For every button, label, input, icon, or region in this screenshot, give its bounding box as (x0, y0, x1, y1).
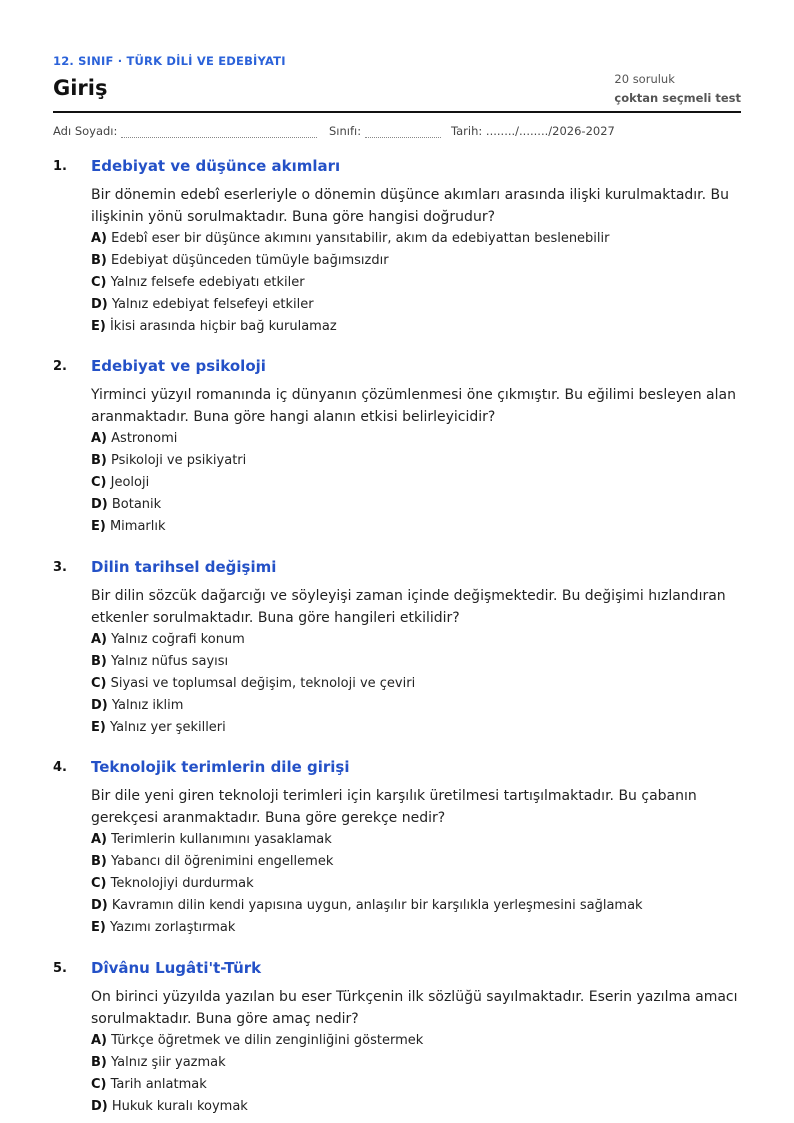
option-b[interactable] (91, 1052, 423, 1074)
option-text: Yalnız şiir yazmak (111, 1055, 226, 1070)
option-text: Teknolojiyi durdurmak (110, 876, 254, 891)
option-text: Yalnız felsefe edebiyatı etkiler (110, 275, 305, 290)
options-list (91, 428, 246, 538)
option-text: Tarih anlatmak (110, 1077, 207, 1092)
question-text: Bir dile yeni giren teknoloji terimleri için karşılık üretilmesi tartışılmaktadır. Bu çabanın gerekçesi aranmaktadır. Buna göre gerekçe nedir? (91, 788, 697, 826)
name-blank (121, 127, 317, 138)
option-text: Astronomi (111, 431, 178, 446)
option-text: Yazımı zorlaştırmak (109, 920, 236, 935)
option-a[interactable] (91, 829, 643, 851)
date-label: Tarih: ......../......../2026-2027 (451, 124, 615, 138)
question-number: 3. (53, 560, 67, 575)
question-number: 5. (53, 961, 67, 976)
option-text: Yalnız nüfus sayısı (111, 654, 229, 669)
option-text: Türkçe öğretmek ve dilin zenginliğini göstermek (111, 1033, 424, 1048)
header-divider (53, 111, 741, 113)
option-text: İkisi arasında hiçbir bağ kurulamaz (109, 319, 337, 334)
option-text: Edebî eser bir düşünce akımını yansıtabilir, akım da edebiyattan beslenebilir (111, 231, 610, 246)
option-letter: C) (91, 475, 107, 490)
question-title: Teknolojik terimlerin dile girişi (91, 758, 350, 776)
option-text: Edebiyat düşünceden tümüyle bağımsızdır (111, 253, 389, 268)
option-letter: D) (91, 497, 108, 512)
option-letter: B) (91, 253, 107, 268)
option-text: Yalnız coğrafi konum (111, 632, 245, 647)
option-letter: E) (91, 720, 106, 735)
option-letter: A) (91, 231, 108, 246)
option-d[interactable] (91, 494, 246, 516)
option-text: Kavramın dilin kendi yapısına uygun, anlaşılır bir karşılıkla yerleşmesini sağlamak (111, 898, 643, 913)
option-a[interactable] (91, 1030, 423, 1052)
option-letter: E) (91, 319, 106, 334)
option-letter: B) (91, 1055, 107, 1070)
test-type: çoktan seçmeli test (614, 91, 741, 105)
option-letter: C) (91, 1077, 107, 1092)
question-title: Edebiyat ve psikoloji (91, 357, 266, 375)
question-title: Dîvânu Lugâti't-Türk (91, 959, 262, 977)
option-c[interactable] (91, 272, 610, 294)
option-letter: D) (91, 898, 108, 913)
option-text: Hukuk kuralı koymak (111, 1099, 248, 1114)
option-text: Yalnız edebiyat felsefeyi etkiler (111, 297, 314, 312)
option-e[interactable] (91, 717, 415, 739)
option-c[interactable] (91, 1074, 423, 1096)
option-d[interactable] (91, 1096, 423, 1118)
class-label: Sınıfı: (329, 124, 362, 138)
option-letter: D) (91, 698, 108, 713)
option-d[interactable] (91, 895, 643, 917)
option-letter: C) (91, 876, 107, 891)
class-field[interactable] (329, 124, 441, 138)
option-a[interactable] (91, 428, 246, 450)
name-field[interactable] (53, 124, 317, 138)
option-letter: D) (91, 297, 108, 312)
option-letter: C) (91, 676, 107, 691)
page-title: Giriş (53, 76, 108, 100)
option-e[interactable] (91, 516, 246, 538)
question-text: Yirminci yüzyıl romanında iç dünyanın çözümlenmesi öne çıkmıştır. Bu eğilimi besleyen alan aranmaktadır. Buna göre hangi alanın etkisi belirleyicidir? (91, 387, 736, 425)
option-letter: D) (91, 1099, 108, 1114)
option-letter: A) (91, 832, 108, 847)
option-b[interactable] (91, 651, 415, 673)
option-letter: B) (91, 654, 107, 669)
option-d[interactable] (91, 695, 415, 717)
options-list (91, 228, 610, 338)
question-title: Dilin tarihsel değişimi (91, 558, 277, 576)
option-c[interactable] (91, 673, 415, 695)
option-text: Jeoloji (110, 475, 150, 490)
option-letter: A) (91, 1033, 108, 1048)
option-text: Yalnız yer şekilleri (109, 720, 226, 735)
page-header (53, 54, 741, 105)
class-blank (365, 127, 441, 138)
option-d[interactable] (91, 294, 610, 316)
option-text: Botanik (111, 497, 162, 512)
option-text: Terimlerin kullanımını yasaklamak (111, 832, 332, 847)
question-number: 4. (53, 760, 67, 775)
question-text: On birinci yüzyılda yazılan bu eser Türkçenin ilk sözlüğü sayılmaktadır. Eserin yazılma amacı sorulmaktadır. Buna göre amaç nedir? (91, 989, 738, 1027)
option-text: Yalnız iklim (111, 698, 184, 713)
options-list (91, 1030, 423, 1118)
question-count: 20 soruluk (614, 72, 675, 86)
option-b[interactable] (91, 450, 246, 472)
option-letter: E) (91, 519, 106, 534)
option-e[interactable] (91, 316, 610, 338)
option-letter: A) (91, 431, 108, 446)
question-number: 1. (53, 159, 67, 174)
option-a[interactable] (91, 629, 415, 651)
question-title: Edebiyat ve düşünce akımları (91, 157, 341, 175)
options-list (91, 629, 415, 739)
option-b[interactable] (91, 851, 643, 873)
option-a[interactable] (91, 228, 610, 250)
option-b[interactable] (91, 250, 610, 272)
option-c[interactable] (91, 472, 246, 494)
question-text: Bir dilin sözcük dağarcığı ve söyleyişi zaman içinde değişmektedir. Bu değişimi hızlandıran etkenler sorulmaktadır. Buna göre hangileri etkilidir? (91, 588, 726, 626)
option-letter: C) (91, 275, 107, 290)
question-number: 2. (53, 359, 67, 374)
option-text: Mimarlık (109, 519, 166, 534)
date-field[interactable] (451, 124, 615, 138)
test-meta (614, 70, 741, 108)
option-letter: A) (91, 632, 108, 647)
option-text: Siyasi ve toplumsal değişim, teknoloji ve çeviri (110, 676, 416, 691)
option-c[interactable] (91, 873, 643, 895)
option-text: Yabancı dil öğrenimini engellemek (111, 854, 334, 869)
option-text: Psikoloji ve psikiyatri (111, 453, 247, 468)
subject-label: 12. SINIF · TÜRK DİLİ VE EDEBİYATI (53, 54, 286, 68)
option-letter: B) (91, 854, 107, 869)
option-letter: E) (91, 920, 106, 935)
name-label: Adı Soyadı: (53, 124, 118, 138)
option-letter: B) (91, 453, 107, 468)
option-e[interactable] (91, 917, 643, 939)
question-text: Bir dönemin edebî eserleriyle o dönemin düşünce akımları arasında ilişki kurulmaktadır. Bu ilişkinin yönü sorulmaktadır. Buna göre hangisi doğrudur? (91, 187, 730, 225)
options-list (91, 829, 643, 939)
